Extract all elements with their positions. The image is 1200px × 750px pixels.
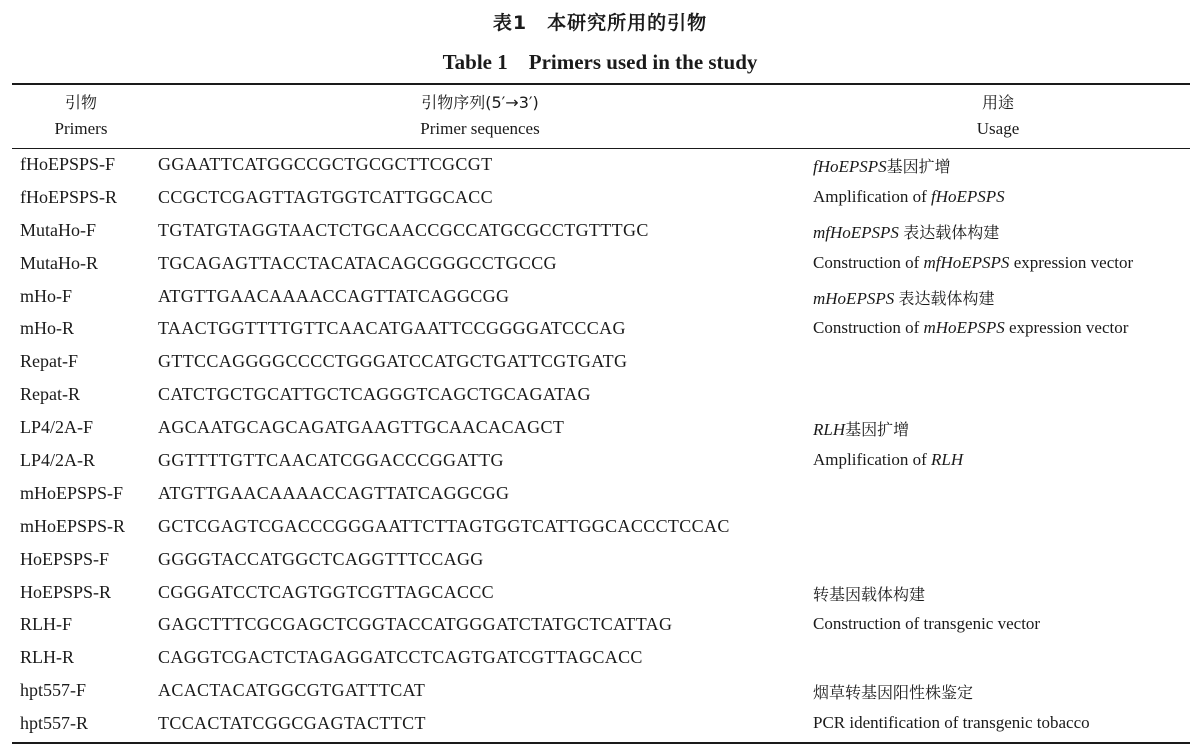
primer-sequence: AGCAATGCAGCAGATGAAGTTGCAACACAGCT — [158, 417, 565, 438]
primer-sequence: TGTATGTAGGTAACTCTGCAACCGCCATGCGCCTGTTTGC — [158, 219, 649, 240]
primer-name: Repat-F — [20, 351, 78, 372]
primer-name: fHoEPSPS-R — [20, 186, 118, 207]
primer-name: LP4/2A-F — [20, 417, 94, 438]
primer-sequence: CAGGTCGACTCTAGAGGATCCTCAGTGATCGTTAGCACC — [158, 647, 643, 668]
usage-gene: RLH — [813, 420, 846, 440]
table-row — [0, 578, 1200, 611]
primer-name: hpt557-F — [20, 680, 87, 701]
usage-cn: 基因扩增 — [886, 157, 951, 176]
usage-cn: 转基因载体构建 — [813, 584, 926, 604]
primer-sequence: TCCACTATCGGCGAGTACTTCT — [158, 713, 426, 734]
primer-name: LP4/2A-R — [20, 450, 96, 471]
primer-name: fHoEPSPS-F — [20, 154, 116, 174]
table-row — [0, 676, 1200, 709]
usage-gene: mHoEPSPS — [813, 288, 895, 308]
header-sequences-cn: 引物序列(5′→3′) — [421, 93, 539, 112]
primer-sequence: TGCAGAGTTACCTACATACAGCGGGCCTGCCG — [158, 252, 557, 273]
table-body — [0, 150, 1200, 742]
usage-text — [813, 286, 994, 309]
header-primers — [20, 90, 142, 142]
usage-gene: fHoEPSPS — [813, 157, 887, 176]
usage-gene: mfHoEPSPS — [923, 252, 1010, 272]
table-top-rule — [12, 83, 1190, 85]
primer-sequence: CGGGATCCTCAGTGGTCGTTAGCACCC — [158, 581, 495, 602]
primer-sequence: ACACTACATGGCGTGATTTCAT — [158, 680, 426, 701]
table-bottom-rule — [12, 742, 1190, 744]
table-row — [0, 610, 1200, 643]
primer-name: RLH-R — [20, 647, 74, 668]
header-usage-en: Usage — [976, 119, 1020, 138]
table-title-chinese: 表1 本研究所用的引物 — [492, 12, 708, 34]
usage-cn: 烟草转基因阳性株鉴定 — [813, 683, 974, 703]
usage-text — [813, 253, 1133, 273]
primer-name: hpt557-R — [20, 713, 89, 734]
table-row — [0, 545, 1200, 578]
primer-name: mHo-R — [20, 318, 74, 339]
table-row — [0, 282, 1200, 315]
primer-sequence: CCGCTCGAGTTAGTGGTCATTGGCACC — [158, 186, 494, 207]
usage-en: PCR identification of transgenic tobacco — [813, 713, 1090, 733]
primer-sequence: ATGTTGAACAAAACCAGTTATCAGGCGG — [158, 482, 510, 503]
table-row — [0, 150, 1200, 183]
usage-text — [813, 154, 951, 177]
primer-sequence: ATGTTGAACAAAACCAGTTATCAGGCGG — [158, 285, 510, 306]
primer-sequence: GAGCTTTCGCGAGCTCGGTACCATGGGATCTATGCTCATTAG — [158, 614, 673, 635]
primer-name: MutaHo-R — [20, 252, 98, 273]
table-row — [0, 216, 1200, 249]
usage-gene: fHoEPSPS — [931, 186, 1005, 206]
primer-name: RLH-F — [20, 614, 73, 635]
primer-name: Repat-R — [20, 384, 80, 405]
header-primers-en: Primers — [54, 119, 108, 138]
usage-en: Construction of transgenic vector — [813, 614, 1041, 634]
primer-name: mHoEPSPS-F — [20, 482, 124, 503]
usage-cn: 表达载体构建 — [903, 222, 1000, 242]
usage-text — [813, 417, 909, 440]
header-primers-cn: 引物 — [64, 93, 97, 112]
primer-sequence: CATCTGCTGCATTGCTCAGGGTCAGCTGCAGATAG — [158, 384, 591, 405]
usage-text — [813, 450, 963, 470]
usage-gene: mHoEPSPS — [923, 318, 1005, 338]
usage-cn: 表达载体构建 — [898, 288, 995, 308]
usage-text — [813, 187, 1005, 207]
primer-name: HoEPSPS-F — [20, 548, 110, 569]
table-row — [0, 413, 1200, 446]
primer-sequence: GGTTTTGTTCAACATCGGACCCGGATTG — [158, 450, 504, 471]
table-row — [0, 643, 1200, 676]
primer-name: MutaHo-F — [20, 219, 96, 240]
table-row — [0, 479, 1200, 512]
primer-name: mHo-F — [20, 285, 73, 306]
header-sequences — [330, 90, 630, 142]
usage-en: Amplification of — [813, 450, 932, 470]
usage-cn: 基因扩增 — [845, 420, 910, 440]
primer-sequence: GCTCGAGTCGACCCGGGAATTCTTAGTGGTCATTGGCACCCTCCAC — [158, 515, 730, 536]
table-row — [0, 380, 1200, 413]
usage-gene: RLH — [931, 450, 964, 470]
table-row — [0, 183, 1200, 216]
table-row — [0, 314, 1200, 347]
usage-en: Amplification of — [813, 186, 932, 206]
header-usage-cn: 用途 — [981, 93, 1014, 112]
primer-name: mHoEPSPS-R — [20, 515, 126, 536]
usage-en: expression vector — [1009, 252, 1134, 272]
usage-gene: mfHoEPSPS — [813, 222, 899, 242]
header-sequences-en: Primer sequences — [420, 119, 540, 138]
usage-en: Construction of — [813, 252, 924, 272]
table-row — [0, 512, 1200, 545]
primer-name: HoEPSPS-R — [20, 581, 112, 602]
table-header-rule — [12, 148, 1190, 149]
table-row — [0, 249, 1200, 282]
table-row — [0, 446, 1200, 479]
primer-sequence: GGGGTACCATGGCTCAGGTTTCCAGG — [158, 548, 484, 569]
primer-sequence: GGAATTCATGGCCGCTGCGCTTCGCGT — [158, 154, 493, 174]
table-row — [0, 347, 1200, 380]
primer-sequence: TAACTGGTTTTGTTCAACATGAATTCCGGGGATCCCAG — [158, 318, 626, 339]
usage-text — [813, 318, 1128, 338]
table-title-english: Table 1 Primers used in the study — [442, 50, 758, 74]
usage-text — [813, 220, 999, 243]
primer-sequence: GTTCCAGGGGCCCCTGGGATCCATGCTGATTCGTGATG — [158, 351, 628, 372]
usage-en: Construction of — [813, 318, 924, 338]
usage-en: expression vector — [1004, 318, 1129, 338]
table-row — [0, 709, 1200, 742]
header-usage — [848, 90, 1148, 142]
